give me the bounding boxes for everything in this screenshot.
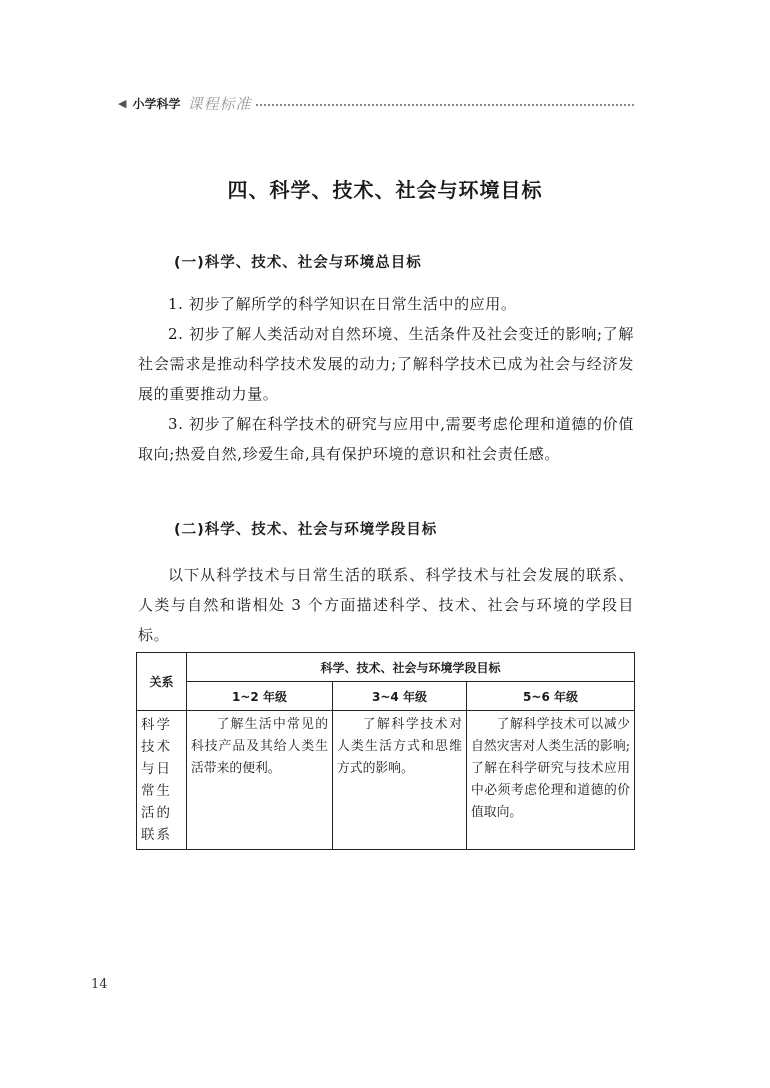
goal-paragraph-1: 1. 初步了解所学的科学知识在日常生活中的应用。 bbox=[168, 295, 517, 313]
grade-header-3-4: 3~4 年级 bbox=[333, 682, 467, 711]
page-number: 14 bbox=[91, 977, 108, 992]
grade-header-5-6: 5~6 年级 bbox=[467, 682, 635, 711]
book-title: 小学科学 bbox=[132, 96, 181, 111]
section-title-stage-goals: (二)科学、技术、社会与环境学段目标 bbox=[174, 522, 438, 538]
running-header bbox=[118, 92, 634, 114]
goal-paragraph-3: 3. 初步了解在科学技术的研究与应用中,需要考虑伦理和道德的价值取向;热爱自然,珍爱生命,具有保护环境的意识和社会责任感。 bbox=[138, 415, 634, 463]
grade-1-2-goal: 了解生活中常见的科技产品及其给人类生活带来的便利。 bbox=[187, 711, 333, 850]
header-dotted-rule bbox=[256, 104, 635, 106]
relation-cell: 科学技术与日常生活的联系 bbox=[137, 711, 187, 850]
left-triangle-icon: ◀ bbox=[118, 96, 127, 110]
chapter-title: 四、科学、技术、社会与环境目标 bbox=[227, 178, 543, 202]
stage-goals-intro bbox=[138, 560, 634, 650]
grade-3-4-goal: 了解科学技术对人类生活方式和思维方式的影响。 bbox=[333, 711, 467, 850]
table-row bbox=[137, 711, 635, 850]
grade-5-6-goal: 了解科学技术可以减少自然灾害对人类生活的影响;了解在科学研究与技术应用中必须考虑伦理和道德的价值取向。 bbox=[467, 711, 635, 850]
section-title-overall-goals: (一)科学、技术、社会与环境总目标 bbox=[174, 255, 422, 271]
grade-header-1-2: 1~2 年级 bbox=[187, 682, 333, 711]
relation-header: 关系 bbox=[137, 653, 187, 711]
stage-goals-table bbox=[136, 652, 635, 850]
book-subtitle: 课程标准 bbox=[187, 94, 252, 113]
overall-goals-text bbox=[138, 289, 634, 469]
intro-paragraph: 以下从科学技术与日常生活的联系、科学技术与社会发展的联系、人类与自然和谐相处 3 个方面描述科学、技术、社会与环境的学段目标。 bbox=[138, 566, 634, 644]
goal-paragraph-2: 2. 初步了解人类活动对自然环境、生活条件及社会变迁的影响;了解社会需求是推动科学技术发展的动力;了解科学技术已成为社会与经济发展的重要推动力量。 bbox=[138, 325, 634, 403]
goals-header: 科学、技术、社会与环境学段目标 bbox=[187, 653, 635, 682]
